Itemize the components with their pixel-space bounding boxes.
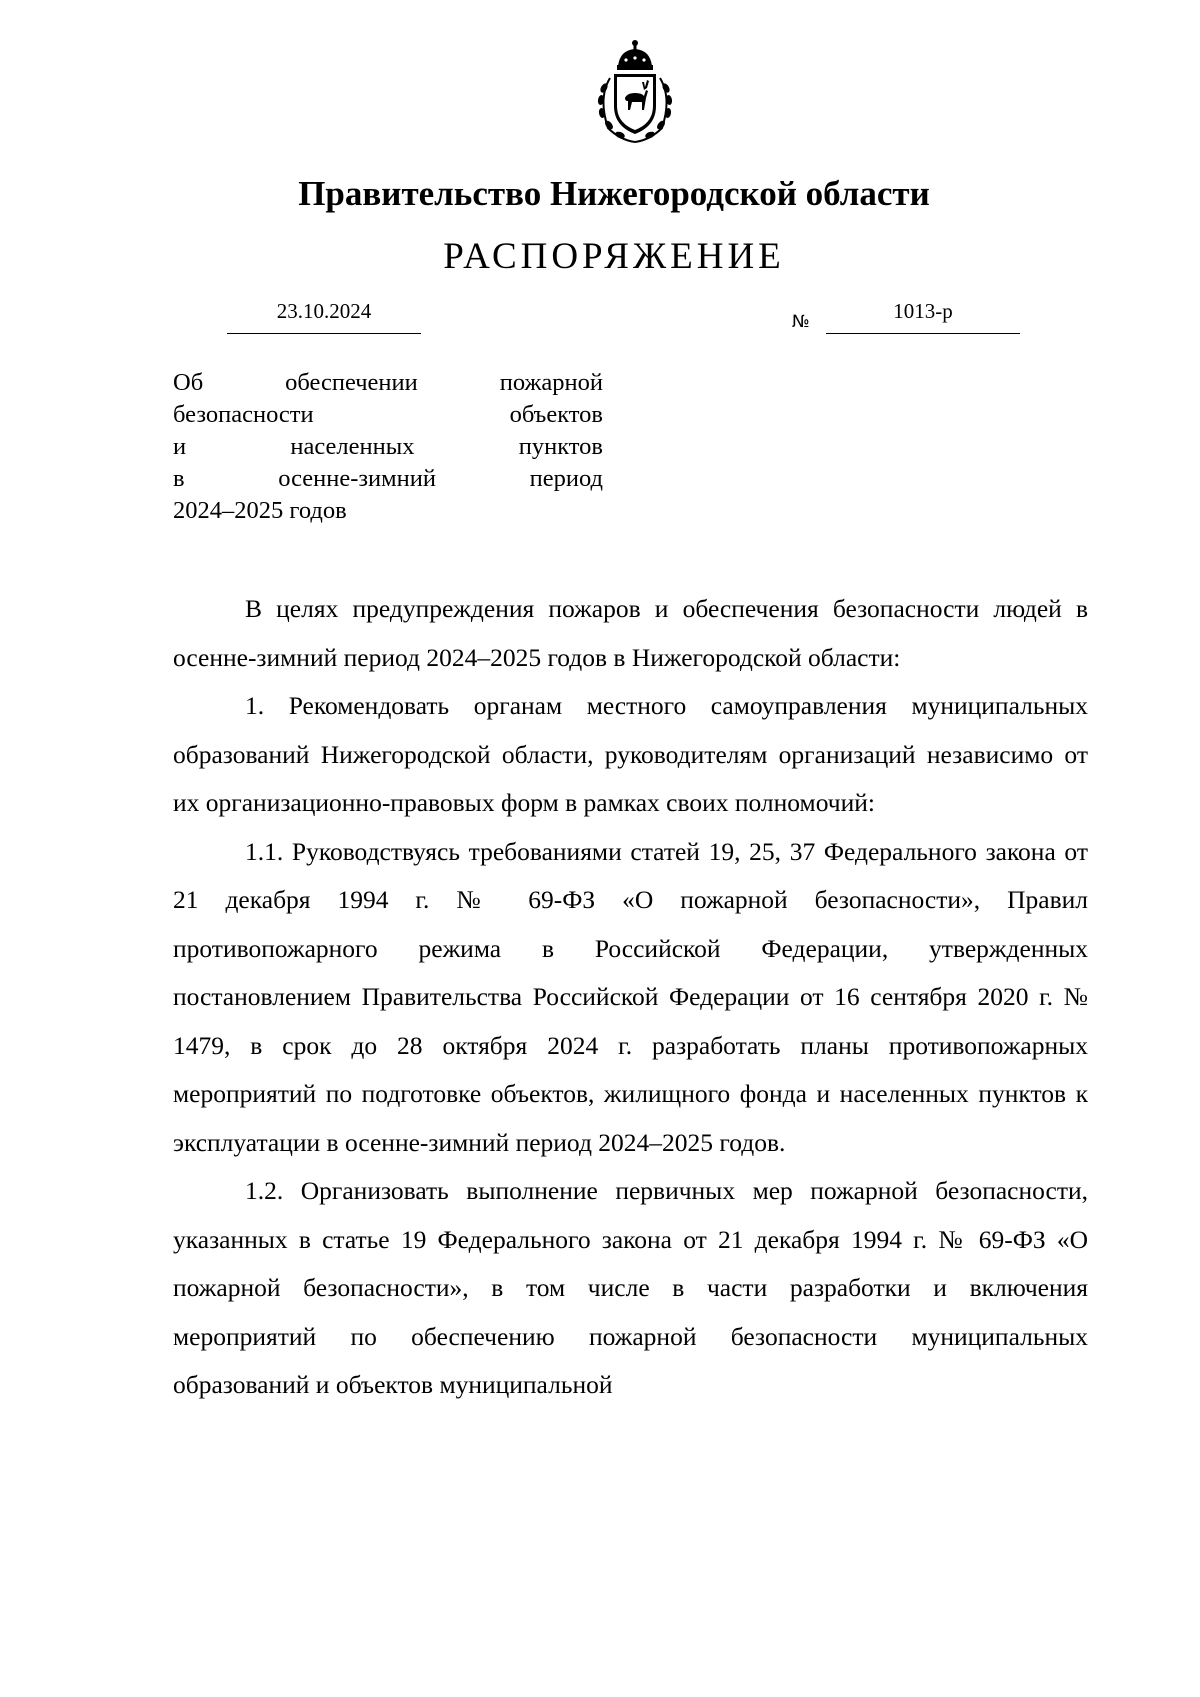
body-paragraph-1-1: 1.1. Руководствуясь требованиями статей 19, 25, 37 Федерального закона от 21 декабря 1994 г. № 69-ФЗ «О пожарной безопасности», Правил противопожарного режима в Российской Федерации, утвержденных постановлением Правительства Российской Федерации от 16 сентября 2020 г. № 1479, в срок до 28 октября 2024 г. разработать планы противопожарных мероприятий по подготовке объектов, жилищного фонда и населенных пунктов к эксплуатации в осенне-зимний период 2024–2025 годов.	[173, 836, 1088, 1157]
body-paragraph-preamble: В целях предупреждения пожаров и обеспечения безопасности людей в осенне-зимний период 2024–2025 годов в Нижегородской области:	[173, 594, 1088, 672]
subject-line: безопасности объектов	[173, 401, 603, 428]
subject-line: в осенне-зимний период	[173, 465, 603, 492]
document-body	[173, 585, 1088, 1410]
body-paragraph-1: 1. Рекомендовать органам местного самоуправления муниципальных образований Нижегородской области, руководителям организаций независимо от их организационно-правовых форм в рамках своих полномочий:	[173, 691, 1088, 817]
subject-line: Об обеспечении пожарной	[173, 369, 603, 396]
subject-line: 2024–2025 годов	[173, 497, 347, 524]
number-sign: №	[792, 312, 810, 332]
document-subject	[173, 367, 603, 527]
document-number: 1013-р	[826, 297, 1020, 334]
government-title: Правительство Нижегородской области	[298, 174, 930, 213]
document-date: 23.10.2024	[227, 297, 421, 334]
coat-of-arms-icon	[580, 38, 690, 146]
subject-line: и населенных пунктов	[173, 433, 603, 460]
body-paragraph-1-2: 1.2. Организовать выполнение первичных мер пожарной безопасности, указанных в статье 19 Федерального закона от 21 декабря 1994 г. № 69-ФЗ «О пожарной безопасности», в том числе в части разработки и включения мероприятий по обеспечению пожарной безопасности муниципальных образований и объектов муниципальной	[173, 1176, 1088, 1399]
document-type: РАСПОРЯЖЕНИЕ	[443, 236, 785, 277]
